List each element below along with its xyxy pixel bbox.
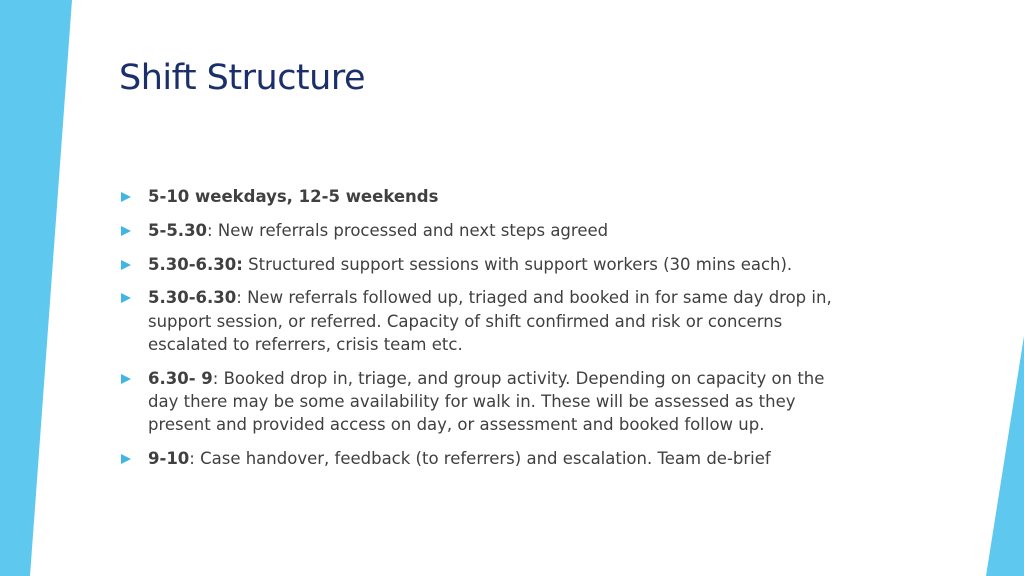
right-accent-shape (984, 336, 1024, 576)
slide-title: Shift Structure (119, 58, 365, 98)
bullet-list (119, 185, 839, 481)
bullet-text: : Case handover, feedback (to referrers) and escalation. Team de-brief (189, 449, 771, 469)
bullet-lead: 5-10 weekdays, 12-5 weekends (148, 187, 439, 206)
triangle-bullet-icon (121, 293, 131, 303)
bullet-lead: 6.30- 9 (148, 368, 213, 388)
bullet-lead: 5-5.30 (148, 220, 208, 240)
bullet-item (119, 253, 839, 276)
bullet-text: : New referrals followed up, triaged and booked in for same day drop in, support session, or referred. Capacity of shift confirmed and risk or concerns escalated to referrers, crisis team etc. (148, 288, 832, 354)
bullet-lead: 5.30-6.30: (148, 254, 243, 274)
bullet-lead: 9-10 (148, 449, 190, 469)
bullet-item (119, 447, 839, 470)
triangle-bullet-icon (121, 454, 131, 464)
bullet-text: : Booked drop in, triage, and group activity. Depending on capacity on the day there may be some availability for walk in. These will be assessed as they present and provided access on day, or assessment and booked follow up. (148, 368, 825, 435)
triangle-bullet-icon (121, 192, 131, 202)
bullet-text: : New referrals processed and next steps agreed (207, 220, 609, 240)
bullet-item (119, 286, 839, 356)
bullet-item (119, 219, 839, 242)
left-accent-shape (0, 0, 80, 576)
triangle-bullet-icon (121, 374, 131, 384)
bullet-text: Structured support sessions with support workers (30 mins each). (242, 254, 793, 274)
triangle-bullet-icon (121, 260, 131, 270)
bullet-item (119, 185, 839, 208)
triangle-bullet-icon (121, 226, 131, 236)
bullet-item (119, 367, 839, 437)
bullet-lead: 5.30-6.30 (148, 288, 237, 308)
